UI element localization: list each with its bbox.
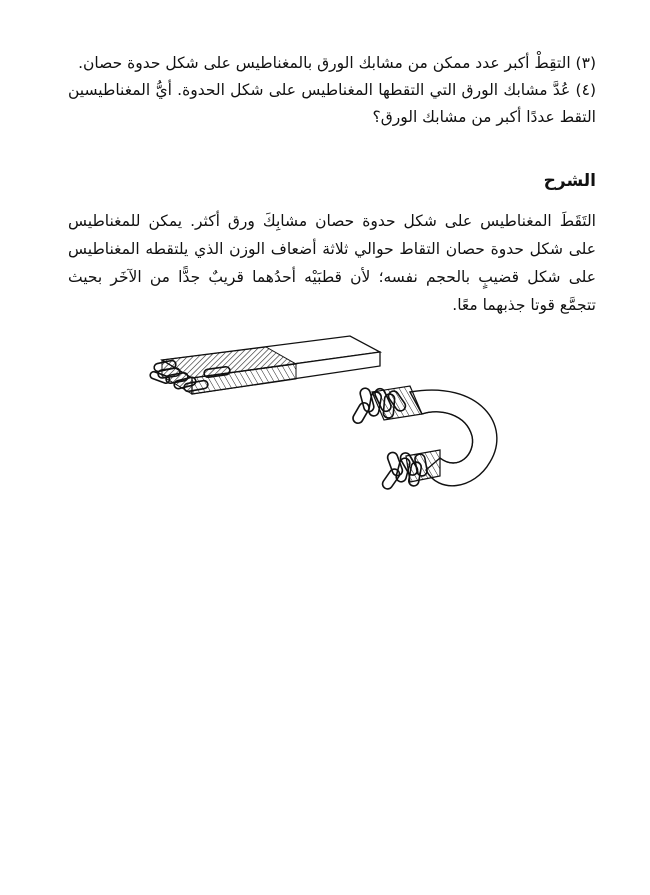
bar-magnet-icon	[162, 336, 380, 394]
step-3-text: (٣) التقِطْ أكبر عدد ممكن من مشابك الورق بالمغناطيس على شكل حدوة حصان.	[78, 54, 596, 72]
magnets-illustration	[140, 330, 520, 510]
explanation-paragraph: التَقَطَ المغناطيس على شكل حدوة حصان مشابِكَ ورق أكثر. يمكن للمغناطيس على شكل حدوة حصان التقاط حوالي ثلاثة أضعاف الوزن الذي يلتقطه المغناطيس على شكل قضيبٍ بالحجم نفسه؛ لأن قطبَيْه أحدُهما قريبٌ جدًّا من الآخَر بحيث تتجمَّع قوتا جذبهما معًا.	[68, 212, 596, 314]
explanation-heading: الشرح	[543, 171, 596, 191]
document-page	[68, 50, 596, 319]
step-4-text: (٤) عُدَّ مشابك الورق التي التقطها المغناطيس على شكل الحدوة. أيُّ المغناطيسين التقط عددًا أكبر من مشابك الورق؟	[68, 81, 596, 126]
